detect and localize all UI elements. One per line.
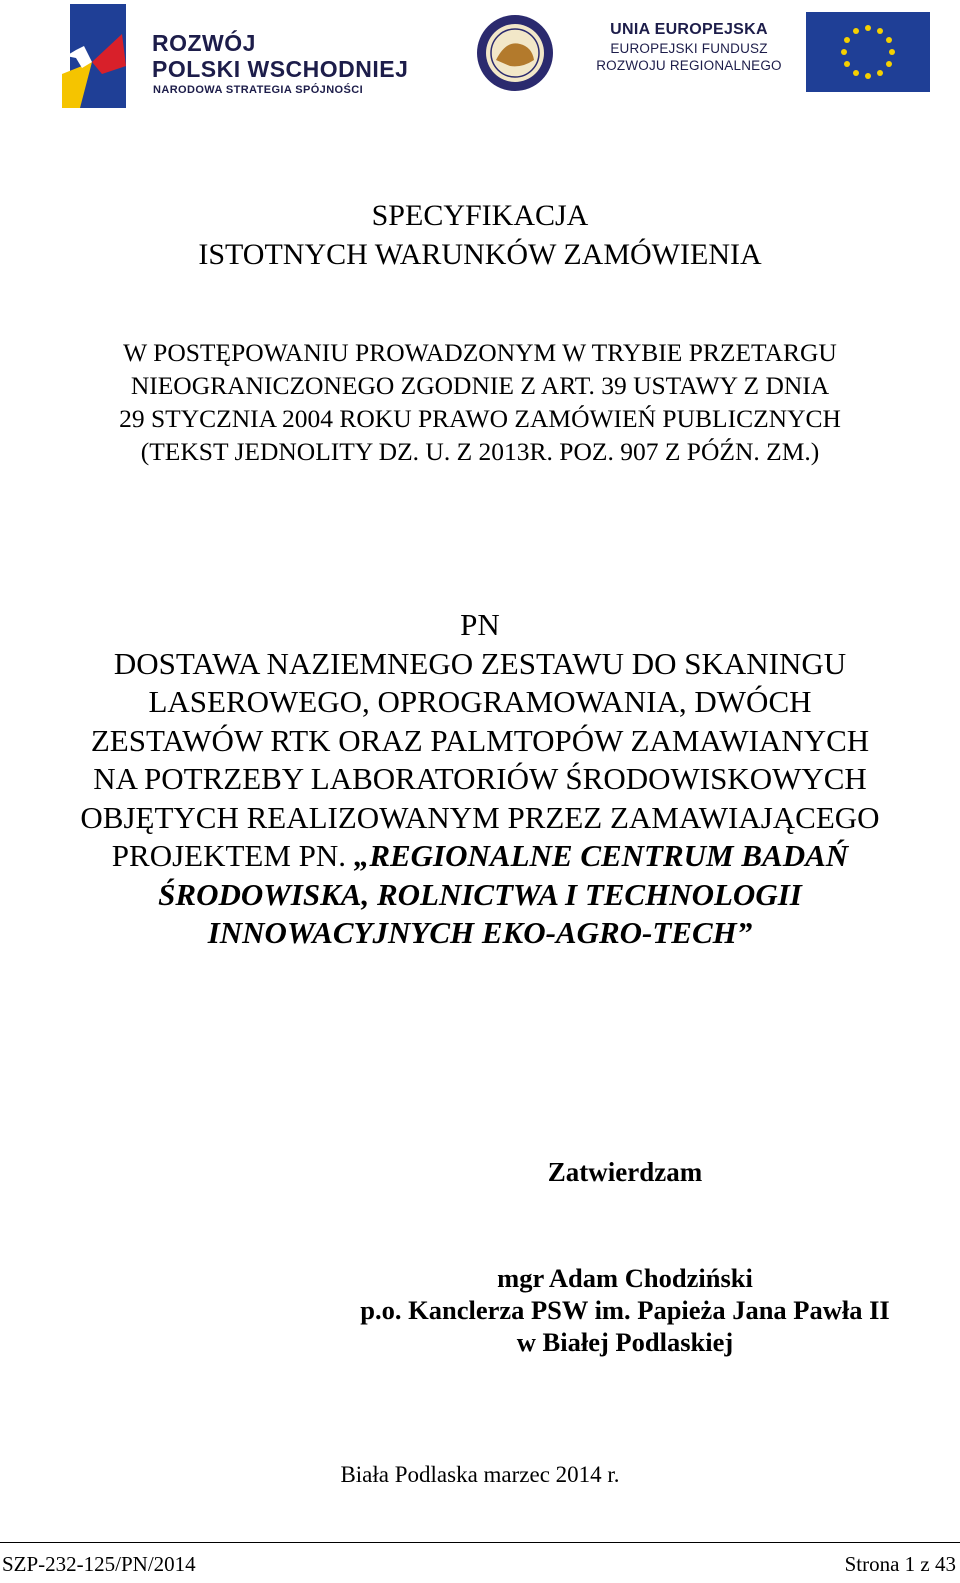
intro-line: NIEOGRANICZONEGO ZGODNIE Z ART. 39 USTAWY Z DNIA bbox=[130, 371, 830, 400]
procurement-subject bbox=[0, 606, 960, 953]
title-line: SPECYFIKACJA bbox=[371, 199, 589, 232]
rozwoj-polski-wschodniej-logo bbox=[62, 4, 422, 108]
document-reference: SZP-232-125/PN/2014 bbox=[2, 1552, 196, 1576]
intro-line: (TEKST JEDNOLITY DZ. U. Z 2013R. POZ. 907 Z PÓŹN. ZM.) bbox=[140, 437, 820, 466]
subject-line: ZESTAWÓW RTK ORAZ PALMTOPÓW ZAMAWIANYCH bbox=[90, 722, 870, 758]
eu-logo-line2: EUROPEJSKI FUNDUSZ bbox=[610, 41, 768, 56]
signatory-role: p.o. Kanclerza PSW im. Papieża Jana Pawła II bbox=[360, 1295, 890, 1325]
footer-divider bbox=[0, 1542, 960, 1543]
place-and-date: Biała Podlaska marzec 2014 r. bbox=[340, 1462, 620, 1487]
approval-label: Zatwierdzam bbox=[547, 1157, 703, 1187]
subject-line: DOSTAWA NAZIEMNEGO ZESTAWU DO SKANINGU bbox=[113, 645, 847, 681]
subject-line-prefix: PROJEKTEM PN. bbox=[111, 838, 354, 873]
procedure-intro bbox=[30, 336, 930, 468]
signatory-block bbox=[320, 1262, 930, 1358]
eu-flag-icon bbox=[806, 12, 930, 92]
signatory-name: mgr Adam Chodziński bbox=[497, 1263, 753, 1293]
rpw-star-emblem-icon bbox=[62, 4, 142, 108]
subject-line: PN bbox=[460, 607, 500, 642]
document-title bbox=[0, 196, 960, 274]
project-name-line: ŚRODOWISKA, ROLNICTWA I TECHNOLOGII bbox=[158, 876, 802, 912]
rpw-logo-line1: ROZWÓJ bbox=[152, 30, 256, 56]
eu-fund-logo-text bbox=[584, 20, 794, 74]
project-name-start: „REGIONALNE CENTRUM BADAŃ bbox=[353, 838, 849, 873]
rpw-logo-line3: NARODOWA STRATEGIA SPÓJNOŚCI bbox=[153, 84, 364, 96]
subject-line: OBJĘTYCH REALIZOWANYM PRZEZ ZAMAWIAJĄCEGO bbox=[80, 799, 880, 835]
rpw-logo-line2: POLSKI WSCHODNIEJ bbox=[152, 56, 409, 82]
eu-logo-line3: ROZWOJU REGIONALNEGO bbox=[596, 58, 782, 73]
signatory-place: w Białej Podlaskiej bbox=[516, 1327, 734, 1357]
page-number: Strona 1 z 43 bbox=[844, 1552, 956, 1576]
subject-line: LASEROWEGO, OPROGRAMOWANIA, DWÓCH bbox=[148, 684, 812, 719]
intro-line: 29 STYCZNIA 2004 ROKU PRAWO ZAMÓWIEŃ PUBLICZNYCH bbox=[119, 404, 841, 433]
university-seal-icon bbox=[476, 14, 554, 92]
project-name-line: INNOWACYJNYCH EKO-AGRO-TECH” bbox=[207, 915, 753, 950]
header-logos bbox=[0, 0, 960, 120]
subject-line: NA POTRZEBY LABORATORIÓW ŚRODOWISKOWYCH bbox=[93, 761, 867, 796]
eu-logo-line1: UNIA EUROPEJSKA bbox=[610, 21, 768, 38]
subject-line bbox=[0, 837, 960, 876]
intro-line: W POSTĘPOWANIU PROWADZONYM W TRYBIE PRZETARGU bbox=[123, 338, 837, 367]
title-line: ISTOTNYCH WARUNKÓW ZAMÓWIENIA bbox=[198, 238, 762, 271]
